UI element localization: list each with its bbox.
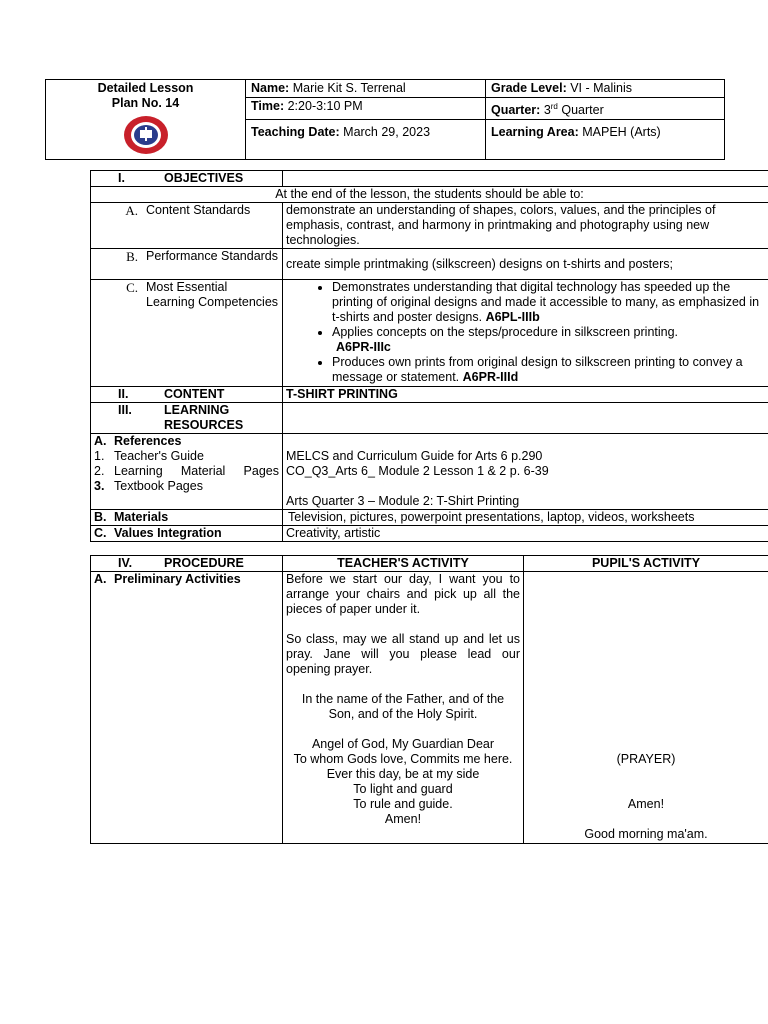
plan-title-line1: Detailed Lesson — [97, 81, 194, 95]
materials-label: Materials — [114, 510, 169, 524]
competency-code: A6PR-IIId — [462, 370, 519, 384]
references-label-cell: A. References 1. Teacher's Guide 2. Learning Material Pages 3. Textbook Pages — [91, 434, 283, 510]
preliminary-label: Preliminary Activities — [114, 572, 241, 586]
competencies-key: C. — [126, 280, 138, 295]
teacher-activity-header: TEACHER'S ACTIVITY — [283, 556, 524, 572]
performance-label: Performance Standards — [146, 249, 279, 263]
grade-level-value: VI - Malinis — [570, 81, 633, 95]
teaching-date-cell — [246, 120, 486, 160]
resources-heading — [91, 403, 283, 434]
objectives-intro: At the end of the lesson, the students should be able to: — [91, 187, 768, 203]
time-cell — [246, 98, 486, 120]
angel-line: Amen! — [384, 812, 422, 826]
pupil-amen: Amen! — [627, 797, 665, 811]
content-value: T-SHIRT PRINTING — [283, 387, 768, 403]
content-numeral: II. — [118, 387, 129, 401]
competency-item: • Produces own prints from original design to silkscreen printing to convey a message or statement. A6PR-IIId — [332, 355, 765, 385]
preliminary-label-cell: A. Preliminary Activities — [91, 572, 283, 844]
competencies-label-cell — [91, 280, 283, 387]
teachers-guide-value: MELCS and Curriculum Guide for Arts 6 p.290 — [286, 449, 543, 463]
competency-item: • Applies concepts on the steps/procedure in silkscreen printing. A6PR-IIIc — [332, 325, 765, 355]
teaching-date-label: Teaching Date: — [251, 125, 340, 140]
pupil-activity-header: PUPIL'S ACTIVITY — [524, 556, 768, 572]
resources-numeral: III. — [118, 403, 132, 417]
competencies-list — [286, 280, 765, 385]
competency-code: A6PL-IIIb — [485, 310, 540, 324]
performance-key: B. — [126, 249, 138, 264]
content-standards-label: Content Standards — [146, 203, 251, 217]
teacher-para-2: So class, may we all stand up and let us pray. Jane will you please lead our opening prayer. — [286, 632, 520, 676]
angel-line: To light and guard — [353, 782, 453, 796]
procedure-title: PROCEDURE — [164, 556, 244, 570]
competency-code: A6PR-IIIc — [336, 340, 391, 354]
quarter-label: Quarter: — [491, 103, 541, 118]
objectives-numeral: I. — [118, 171, 125, 185]
plan-title-line2: Plan No. 14 — [111, 96, 180, 110]
materials-label-cell: B. Materials — [91, 510, 283, 526]
learning-area-cell — [486, 120, 725, 160]
material-pages-value: CO_Q3_Arts 6_ Module 2 Lesson 1 & 2 p. 6-39 — [286, 464, 549, 478]
competencies-cell — [283, 280, 768, 387]
angel-line: To whom Gods love, Commits me here. — [293, 752, 513, 766]
content-title: CONTENT — [164, 387, 225, 401]
grade-level-cell — [486, 80, 725, 98]
references-value-cell — [283, 434, 768, 510]
performance-value: create simple printmaking (silkscreen) designs on t-shirts and posters; — [283, 249, 768, 280]
plan-title-cell — [46, 80, 246, 160]
objectives-heading — [91, 171, 283, 187]
school-seal-logo — [123, 115, 169, 155]
pupil-prayer: (PRAYER) — [616, 752, 676, 766]
content-standards-value: demonstrate an understanding of shapes, colors, values, and the principles of emphasis, contrast, and harmony in printmaking and photography using new technologies. — [283, 203, 768, 249]
references-label: References — [114, 434, 182, 448]
textbook-label: Textbook Pages — [114, 479, 203, 493]
teaching-date-value: March 29, 2023 — [343, 125, 431, 140]
learning-area-label: Learning Area: — [491, 125, 579, 140]
name-cell — [246, 80, 486, 98]
learning-area-value: MAPEH (Arts) — [582, 125, 661, 140]
grade-level-label: Grade Level: — [491, 81, 567, 95]
performance-label-cell — [91, 249, 283, 280]
quarter-cell — [486, 98, 725, 120]
content-heading — [91, 387, 283, 403]
name-label: Name: — [251, 81, 290, 95]
teacher-activity-cell — [283, 572, 524, 844]
procedure-heading — [91, 556, 283, 572]
textbook-value: Arts Quarter 3 – Module 2: T-Shirt Printing — [286, 494, 520, 508]
values-label-cell: C. Values Integration — [91, 526, 283, 542]
procedure-numeral: IV. — [118, 556, 133, 570]
competencies-label: Most Essential Learning Competencies — [146, 280, 279, 309]
content-standards-key: A. — [125, 203, 138, 218]
time-label: Time: — [251, 99, 285, 113]
objectives-title: OBJECTIVES — [164, 171, 244, 185]
teacher-para-1: Before we start our day, I want you to arrange your chairs and pick up all the pieces of paper under it. — [286, 572, 520, 616]
angel-line: Ever this day, be at my side — [326, 767, 480, 781]
teachers-guide-label: Teacher's Guide — [114, 449, 204, 463]
procedure-table — [90, 555, 768, 844]
content-standards-label-cell — [91, 203, 283, 249]
references-key: A. — [94, 434, 107, 448]
resources-title: LEARNING RESOURCES — [164, 403, 244, 432]
pupil-greeting: Good morning ma'am. — [584, 827, 708, 841]
quarter-value-num: 3 — [543, 103, 551, 118]
angel-line: Angel of God, My Guardian Dear — [311, 737, 495, 751]
values-value: Creativity, artistic — [283, 526, 768, 542]
prayer-line-2: Son, and of the Holy Spirit. — [328, 707, 478, 721]
objectives-table — [90, 170, 768, 542]
materials-value: Television, pictures, powerpoint presentations, laptop, videos, worksheets — [283, 510, 768, 526]
prayer-line-1: In the name of the Father, and of the — [301, 692, 505, 706]
quarter-value-word: Quarter — [561, 103, 604, 118]
competency-item: • Demonstrates understanding that digital technology has speeded up the printing of original designs and made it accessible to many, as emphasized in t-shirts and poster designs. A6PL-IIIb — [332, 280, 765, 325]
name-value: Marie Kit S. Terrenal — [292, 81, 406, 95]
quarter-value-sup: rd — [550, 102, 558, 111]
angel-line: To rule and guide. — [353, 797, 453, 811]
values-label: Values Integration — [114, 526, 222, 540]
time-value: 2:20-3:10 PM — [287, 99, 363, 113]
material-pages-label: Learning Material Pages — [114, 464, 279, 478]
header-table — [45, 79, 725, 160]
pupil-activity-cell — [524, 572, 768, 844]
